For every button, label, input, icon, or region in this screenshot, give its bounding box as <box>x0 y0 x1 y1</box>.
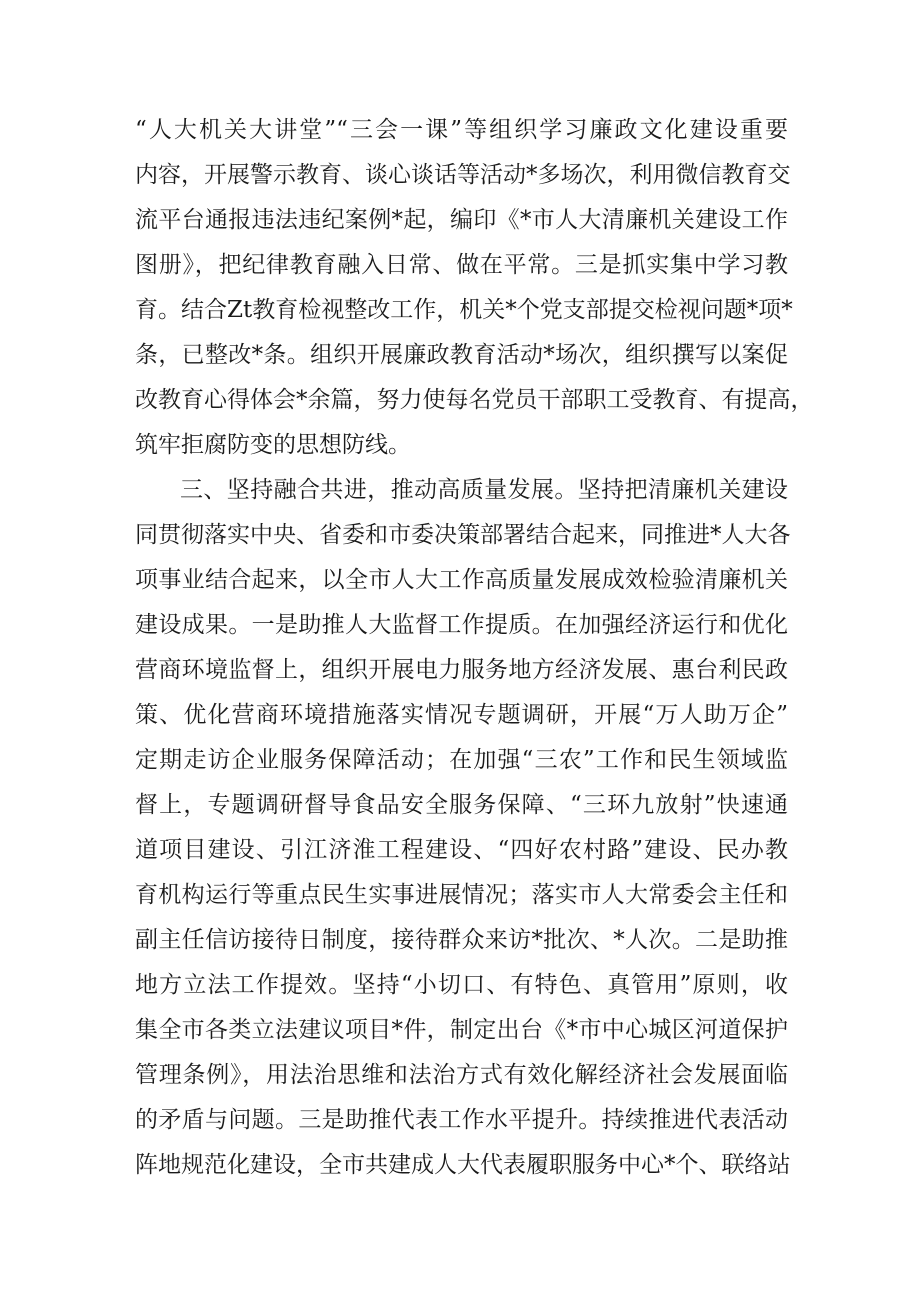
text-line: 改教育心得体会*余篇，努力使每名党员干部职工受教育、有提高， <box>135 387 814 413</box>
text-line: “人大机关大讲堂”“三会一课”等组织学习廉政文化建设重要 <box>135 117 788 143</box>
text-line: 管理条例》，用法治思维和法治方式有效化解经济社会发展面临 <box>135 1062 788 1088</box>
text-line: 副主任信访接待日制度，接待群众来访*批次、*人次。二是助推 <box>135 927 788 953</box>
text-line: 同贯彻落实中央、省委和市委决策部署结合起来，同推进*人大各 <box>135 522 791 548</box>
text-line: 条，已整改*条。组织开展廉政教育活动*场次，组织撰写以案促 <box>135 342 788 368</box>
text-line: 地方立法工作提效。坚持“小切口、有特色、真管用”原则，收 <box>135 972 788 998</box>
text-line: 定期走访企业服务保障活动；在加强“三农”工作和民生领域监 <box>135 747 788 773</box>
text-line: 策、优化营商环境措施落实情况专题调研，开展“万人助万企” <box>135 702 788 728</box>
text-line: 项事业结合起来，以全市人大工作高质量发展成效检验清廉机关 <box>135 567 788 593</box>
text-line: 阵地规范化建设，全市共建成人大代表履职服务中心*个、联络站 <box>135 1152 791 1178</box>
text-line: 营商环境监督上，组织开展电力服务地方经济发展、惠台利民政 <box>135 657 788 683</box>
text-line: 图册》，把纪律教育融入日常、做在平常。三是抓实集中学习教 <box>135 252 788 278</box>
text-line: 建设成果。一是助推人大监督工作提质。在加强经济运行和优化 <box>135 612 788 638</box>
paragraph-heading-line: 三、坚持融合共进，推动高质量发展。坚持把清廉机关建设 <box>180 477 788 503</box>
text-line: 道项目建设、引江济淮工程建设、“四好农村路”建设、民办教 <box>135 837 788 863</box>
text-line: 筑牢拒腐防变的思想防线。 <box>135 432 411 458</box>
text-line: 督上，专题调研督导食品安全服务保障、“三环九放射”快速通 <box>135 792 788 818</box>
text-line: 集全市各类立法建议项目*件，制定出台《*市中心城区河道保护 <box>135 1017 788 1043</box>
text-line: 流平台通报违法违纪案例*起，编印《*市人大清廉机关建设工作 <box>135 207 788 233</box>
text-line: 育。结合Zt教育检视整改工作，机关*个党支部提交检视问题*项* <box>135 297 793 323</box>
text-line: 内容，开展警示教育、谈心谈话等活动*多场次，利用微信教育交 <box>135 162 791 188</box>
text-line: 育机构运行等重点民生实事进展情况；落实市人大常委会主任和 <box>135 882 788 908</box>
text-line: 的矛盾与问题。三是助推代表工作水平提升。持续推进代表活动 <box>135 1107 788 1133</box>
